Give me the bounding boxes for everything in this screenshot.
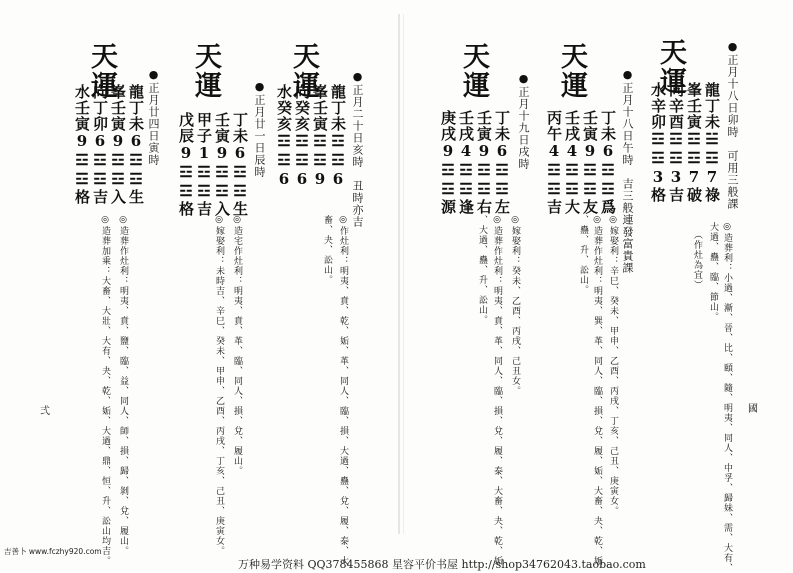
note-line: ◎作灶利：明夷、賁、乾、姤、革、同人、臨、損、大過、蠱、兌、履、泰、大 — [338, 215, 348, 566]
section-heading: ●正月二十日亥時 丑時亦吉 — [351, 70, 364, 228]
chart-row: 壬寅9☲☲右 — [475, 110, 493, 215]
note-line: 大過、蠱、臨、節山。 — [708, 222, 718, 322]
section-title: 天運 — [288, 42, 319, 100]
chart-row: 壬戌4☲☲逢 — [457, 110, 475, 215]
page-gutter-shadow — [403, 14, 404, 534]
page-gutter — [398, 14, 400, 534]
page-number: 弍 — [40, 406, 50, 417]
chart-row: 壬寅9☲☲友 — [581, 110, 599, 215]
section-heading: ●正月十八日卯時 可用三般課 — [726, 40, 739, 210]
chart-row: 龍丁未☲☲6 — [329, 84, 347, 189]
chart-row: 龍丁未☱☲7祿 — [703, 82, 721, 203]
note-line: 、大過、蠱、升、訟山。 — [477, 215, 487, 325]
section-title: 天運 — [190, 42, 221, 100]
chart-row: 庚戌9☲☲源 — [439, 110, 457, 215]
chart-row: 丙午4☲☲吉 — [545, 110, 563, 215]
watermark-footer: 万种易学资料 QQ378455868 星容平价书屋 http://shop34762043.taobao.com — [238, 558, 646, 571]
chart-row: 峯壬寅☲☲7破 — [685, 82, 703, 203]
note-sub: （作灶為宜） — [692, 230, 702, 290]
chart-row: 水壬寅9☲☲格 — [73, 84, 91, 205]
note-line: ◎嫁娶利：未時吉、辛巳、癸未、甲申、乙酉、丙戌、丁亥、己丑、庚寅女。 — [214, 215, 224, 556]
note-line: ◎造葬加乘：大畜、大壯、大有、夬、乾、姤、大過、鼎、恒、升、訟山均吉。 — [100, 215, 110, 566]
chart-row: 丁未6☲☲爲 — [599, 110, 617, 215]
chart-row: 峯壬寅9☲☲入 — [109, 84, 127, 205]
chart-row: 水癸亥☲☲6 — [275, 84, 293, 189]
chart-row: 峯壬寅☲☲9 — [311, 84, 329, 189]
note-line: ◎造宅作灶利：明夷、賁、革、臨、同人、損、兌、履山。 — [232, 215, 242, 476]
chart-row: 向丁卯6☲☲吉 — [91, 84, 109, 205]
chart-row: 丁未6☲☲生 — [231, 112, 249, 217]
section-heading: ●正月廿一日辰時 — [253, 80, 266, 178]
chart-row: 丁未6☲☲左 — [493, 110, 511, 215]
note-line: 、蠱、升、訟山。 — [578, 215, 588, 295]
chart-row: 戊辰9☲☲格 — [177, 112, 195, 217]
page-number: 國 — [748, 404, 758, 415]
chart-row: 甲子1☲☲吉 — [195, 112, 213, 217]
note-line: ◎造葬作灶利：明夷、賁、革、同人、臨、損、兌、履、泰、大畜、夬、乾、姤 — [492, 215, 502, 566]
chart-row: 壬戌4☲☲大 — [563, 110, 581, 215]
chart-row: 向辛酉☲☲3吉 — [667, 82, 685, 203]
note-line: ◎嫁娶利：癸未、乙酉、丙戌、己丑女。 — [510, 215, 520, 396]
chart-row: 水辛卯☲☲3格 — [649, 82, 667, 203]
note-line: ◎造葬作灶利：明夷、賁、鹽、臨、益、同人、師、損、歸、剝、兌、履山。 — [118, 215, 128, 556]
section-title: 天運 — [655, 38, 686, 96]
section-title: 天運 — [458, 42, 489, 100]
watermark-left: 吉善卜 www.fczhy920.com — [4, 547, 102, 556]
note-line: ◎嫁娶利：辛巳、癸未、甲申、乙酉、丙戌、丁亥、己丑、庚寅女。 — [608, 215, 618, 516]
note-line: ◎造葬作灶利：明夷、巽、革、同人、臨、損、兌、履、姤、大畜、夬、乾、姤 — [592, 215, 602, 566]
chart-row: 壬寅9☲☲入 — [213, 112, 231, 217]
note-line: 畜、夬、訟山。 — [322, 215, 332, 285]
section-title: 天運 — [86, 42, 117, 100]
section-heading: ●正月十九日戌時 — [517, 72, 530, 170]
section-title: 天運 — [556, 42, 587, 100]
section-heading: ●正月十八日午時 吉三般連發富貴課 — [621, 68, 634, 274]
note-line: ◎造葬利：小過、漸、晉、比、頤、隨、明夷、同人、中孚、歸妹、需、大有、 — [722, 222, 732, 573]
section-heading: ●正月廿四日寅時 — [147, 68, 160, 166]
chart-row: 向癸亥☲☲6 — [293, 84, 311, 189]
chart-row: 龍丁未6☲☲生 — [127, 84, 145, 205]
